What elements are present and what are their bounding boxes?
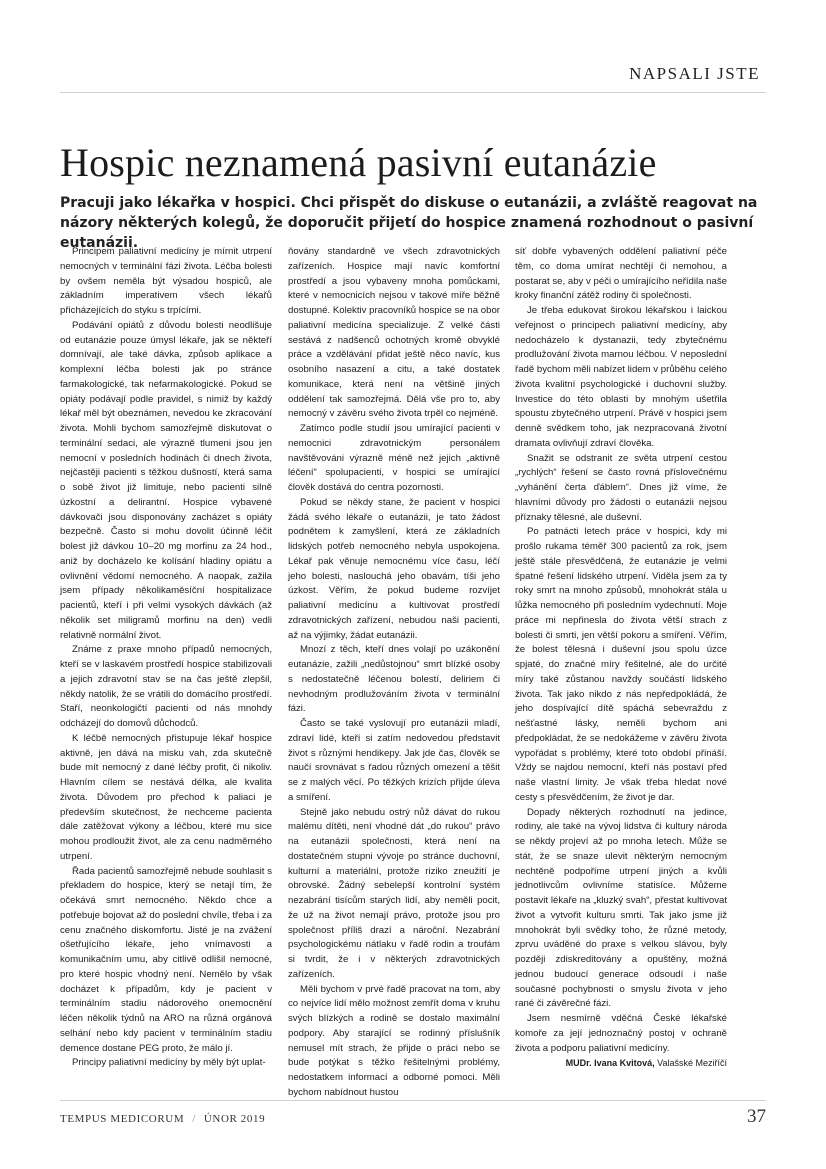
paragraph: ňovány standardně ve všech zdravotnických zařízeních. Hospice mají navíc komfortní prostředí a jsou vybaveny mnoha pomůckami, které v nemocnicích nejsou v takové míře běžně dostupné. Kolektiv pracovníků hospice se na obor paliativní medicína specializuje. Z velké části sestává z nadšenců ochotných kromě obvyklé práce a vzdělávání přidat ještě něco navíc, kus osobního nasazení a citu, a také dostatek komunikace, která není na většině jiných oddělení tak samozřejmá. Dělá vše pro to, aby nemocný v závěru svého života trpěl co nejméně. [288,246,500,420]
footer-separator: / [192,1113,196,1125]
article-lead: Pracuji jako lékařka v hospici. Chci přispět do diskuse o eutanázii, a zvláště reagovat na názory některých kolegů, že doporučit přijetí do hospice znamená rozhodnout o pasivní eutanázii. [60,195,758,251]
header-rule [60,92,766,93]
paragraph: Řada pacientů samozřejmě nebude souhlasit s překladem do hospice, který se netají tím, že očekává smrt nemocného. Někdo chce a potřebuje bojovat až do poslední chvíle, třeba i za cenu značného diskomfortu. Jisté je na zvážení ošetřujícího lékaře, jeho vnímavosti a komunikačním umu, aby citlivě odlišil nemocné, pro které hospic vhodný není. Nemělo by však docházet k případům, kdy je pacient v terminálním stadiu nádorového onemocnění léčen několik týdnů na ARO na různá orgánová selhání nebo kdy pacient v terminálním stadiu demence dostane PEG proto, že málo jí. [60,865,272,1054]
article-column-3 [515,245,727,1071]
page-number: 37 [747,1106,766,1127]
paragraph: Stejně jako nebudu ostrý nůž dávat do rukou malému dítěti, není vhodné dát „do rukou“ právo na eutanázii společnosti, která není na dostatečném stupni vývoje po stránce duchovní, kulturní a materiální, protože riziko zneužití je obrovské. Žádný sebelepší kontrolní systém nezabrání tisícům starých lidí, aby neměli pocit, že už na život nemají právo, protože jsou pro společnost příliš drazí a nároční. Nezabrání psychologickému nátlaku v řadě rodin a troufám si tvrdit, že i v některých zdravotnických zařízeních. [288,806,500,980]
article-title: Hospic neznamená pasivní eutanázie [60,140,657,185]
author-signature [515,1056,727,1071]
issue-date: ÚNOR 2019 [203,1113,266,1125]
paragraph: Často se také vyslovují pro eutanázii mladí, zdraví lidé, kteří si zatím nedovedou představit život s různými hendikepy. Jak jde čas, člověk se naučí srovnávat s řadou různých omezení a těšit se z malých věcí. Po těžkých krizích přijde úleva a smíření. [288,718,500,803]
journal-name: TEMPUS MEDICORUM [60,1113,185,1125]
author-name: MUDr. Ivana Kvitová, [565,1058,655,1069]
paragraph: Principy paliativní medicíny by měly být uplat- [72,1057,266,1069]
author-place: Valašské Meziříčí [654,1058,727,1069]
paragraph: Snažit se odstranit ze světa utrpení cestou „rychlých“ řešení se často rovná příslovečnému „vyhánění čerta ďáblem“. Dnes již víme, že hlavními důvody pro žádosti o eutanázii nejsou příznaky tělesné, ale duševní. [515,452,727,523]
paragraph: síť dobře vybavených oddělení paliativní péče těm, co doma umírat nechtějí či nemohou, a postarat se, aby v péči o umírajícího neřídila naše kroky finanční zátěž rodiny či společnosti. [515,246,727,302]
paragraph: Je třeba edukovat širokou lékařskou i laickou veřejnost o principech paliativní medicíny, aby nedocházelo k dystanazii, tedy zbytečnému prodlužování života marnou léčbou. V neposlední řadě bychom měli nabízet lidem v průběhu celého života kvalitní psychologické i duchovní služby. Investice do této oblasti by mnohým ušetřila spoustu zbytečného utrpení. Právě v hospici jsem denně svědkem toho, jak nezpracovaná životní dramata ovlivňují zdraví člověka. [515,305,727,449]
footer-rule [60,1100,766,1101]
paragraph: K léčbě nemocných přistupuje lékař hospice aktivně, jen dává na misku vah, zda skutečně bude mít nemocný z dané léčby profit, či nikoliv. Hlavním cílem se nestává délka, ale kvalita života. Důvodem pro přechod k paliaci je především skutečnost, že nechceme pacienta dále zatěžovat výkony a léčbou, které mu sice mohou prodloužit život, ale za cenu nadměrného utrpení. [60,732,272,862]
paragraph: Po patnácti letech práce v hospici, kdy mi prošlo rukama téměř 300 pacientů za rok, jsem ještě stále přesvědčená, že eutanázie je velmi špatné řešení lidského utrpení. Viděla jsem za ty roky smrt na mnoho způsobů, mnohokrát stála u lůžka nemocného při posledním vydechnutí. Moje práce mi nepřinesla do života větší strach z bolesti či smrti, jen větší pokoru a smíření. Věřím, že bolest tělesná i duševní jsou spolu úzce spjaté, do značné míry řešitelné, ale do určité míry také zůstanou navždy součástí lidského života. Tak jako nikdo z nás nepředpokládá, že jeho dospívající dítě spáchá sebevraždu z nešťastné lásky, neměli bychom ani předpokládat, že se nedokážeme v závěru života vypořádat s problémy, které toto období přináší. Vždy se najdou nemocní, kteří nás postaví před naše vlastní limity. Je však třeba hledat nové cesty s přesvědčením, že život je dar. [515,526,727,803]
paragraph: Zatímco podle studií jsou umírající pacienti v nemocnici zdravotnickým personálem navštěvováni výrazně méně než jejich „aktivně léčení“ spolupacienti, v hospici se umírající člověk dostává do centra pozornosti. [288,423,500,493]
paragraph: Dopady některých rozhodnutí na jedince, rodiny, ale také na vývoj lidstva či kultury národa se někdy projeví až po mnoha letech. Může se stát, že se snaze ulevit některým nemocným nechtěně podpoříme utrpení jiných a kvůli jednotlivcům ovlivníme statisíce. Můžeme postavit lékaře na „kluzký svah“, přestat kultivovat život a vytvořit kulturu smrti. Tak jako jsme již mnohokrát byli svědky toho, že různé metody, zprvu uváděné do praxe s velkou slávou, byly později zdiskreditovány a opuštěny, možná jednou budoucí generace odsoudí i naše současné pochybnosti o smyslu života v jeho rané či závěrečné fázi. [515,806,727,1010]
paragraph: Principem paliativní medicíny je mírnit utrpení nemocných v terminální fázi života. Léčba bolesti by ovšem neměla být výsadou hospiců, ale základním imperativem všech lékařů přicházejících do styku s trpícími. [60,246,272,316]
section-label: NAPSALI JSTE [629,64,760,83]
paragraph: Mnozí z těch, kteří dnes volají po uzákonění eutanázie, zažili „nedůstojnou“ smrt blízké osoby s nedostatečně léčenou bolestí, deliriem či nevhodným prodlužováním života v terminální fázi. [288,644,500,715]
paragraph: Pokud se někdy stane, že pacient v hospici žádá svého lékaře o eutanázii, je tato žádost podnětem k zamyšlení, která ze základních lidských potřeb nemocného nebyla uspokojena. Lékař pak věnuje nemocnému více času, léčí jeho bolesti, naslouchá jeho obavám, tíši jeho úzkost. Věřím, že pokud budeme rozvíjet paliativní medicínu a kultivovat prostředí zdravotnických zařízení, nebudou naši pacienti, až na výjimky, žádat eutanázii. [288,496,500,641]
paragraph: Jsem nesmírně vděčná České lékařské komoře za její jednoznačný postoj v ochraně života a podporu paliativní medicíny. [515,1013,727,1054]
footer-journal-line [60,1113,265,1125]
paragraph: Podávání opiátů z důvodu bolesti neodlišuje od eutanázie pouze úmysl lékaře, jak se někteří domnívají, ale také dávka, způsob aplikace a komplexní léčba bolesti jak po stránce farmakologické, tak nefarmakologické. Pokud se opiáty podávají podle pravidel, s nimiž by každý lékař měl být obeznámen, nevedou ke zkracování života. Mohli bychom samozřejmě diskutovat o terminální sedaci, ale výrazně tlumeni jsou jen nemocní v posledních hodinách či dnech života, nejčastěji pacienti s těžkou dušností, která sama o sobě život již limituje, nebo pacienti silně úzkostní a delirantní. Hospice vybavené dávkovači jsou disponovány zacházet s opiáty bezpečně. Často si mohu dovolit účinně léčit bolest již dávkou 10–20 mg morfinu za 24 hod., aniž by docházelo ke kolísání hladiny opiátu a ovlivnění vědomí nemocného. A naopak, zažila jsem případy několikaměsíční hospitalizace pacientů, kteří i při velmi vysokých dávkách (až několik set miligramů morfinu na den) vedli relativně normální život. [60,319,272,641]
paragraph: Měli bychom v prvé řadě pracovat na tom, aby co nejvíce lidí mělo možnost zemřít doma v kruhu svých blízkých a rodině se dostalo maximální podpory. Aby starající se rodinný příslušník nemusel mít strach, že přijde o práci nebo se bude potýkat s těžko řešitelnými problémy, nedostatkem informací a odborné pomoci. Měli bychom nabídnout hustou [288,983,500,1098]
article-column-2 [288,245,500,1101]
paragraph: Známe z praxe mnoho případů nemocných, kteří se v laskavém prostředí hospice stabilizovali a jejich zdravotní stav se na čas ještě zlepšil, někdy natolik, že se vrátili do domácího prostředí. Staří, neonkologičtí pacienti od nás mnohdy odcházejí do domovů důchodců. [60,644,272,729]
article-column-1 [60,245,272,1071]
